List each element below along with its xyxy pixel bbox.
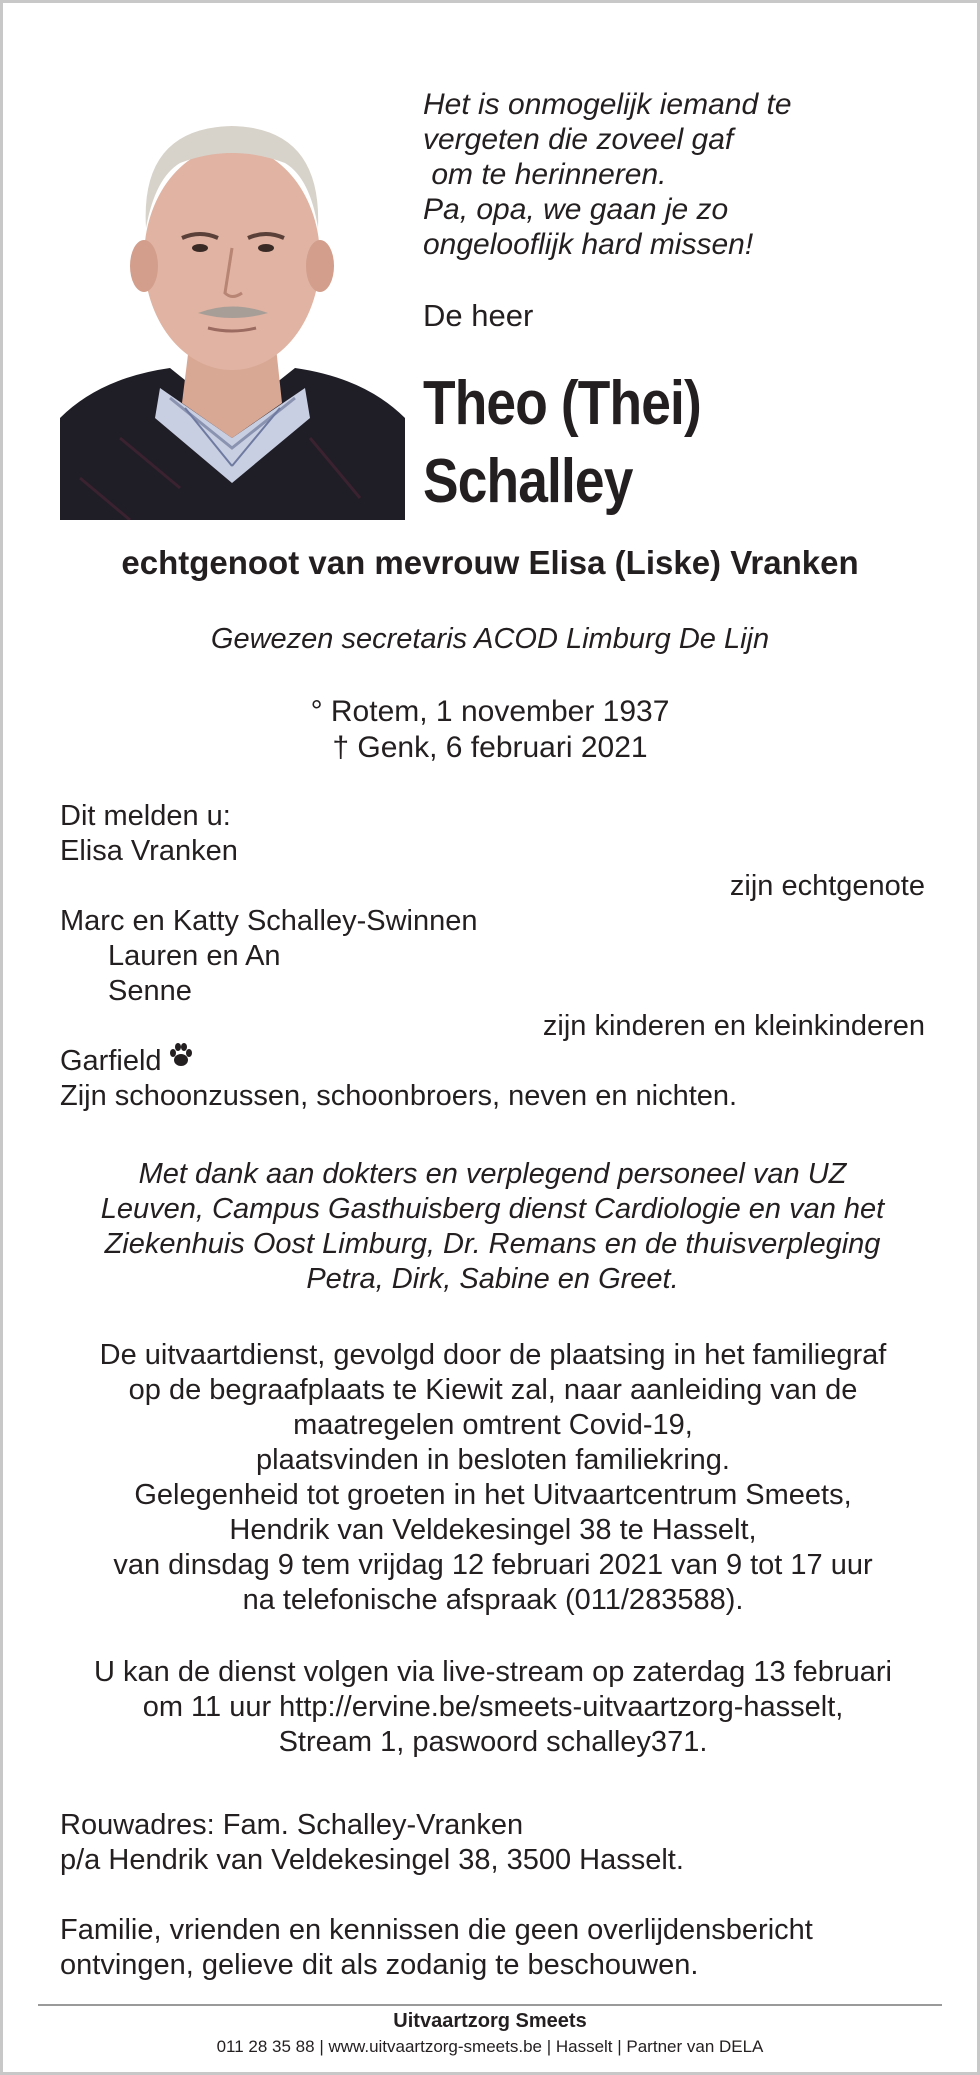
closing-note [60,1913,925,1983]
other-relatives: Zijn schoonzussen, schoonbroers, neven en nichten. [60,1080,738,1112]
service-line: Gelegenheid tot groeten in het Uitvaartcentrum Smeets, [134,1479,852,1511]
mourning-address [60,1808,925,1878]
service-line: Hendrik van Veldekesingel 38 te Hasselt, [229,1514,757,1546]
service-line: van dinsdag 9 tem vrijdag 12 februari 2021 van 9 tot 17 uur [113,1549,873,1581]
thanks-line: Leuven, Campus Gasthuisberg dienst Cardiologie en van het [100,1193,885,1225]
livestream-paragraph [43,1655,943,1760]
death-line: † Genk, 6 februari 2021 [332,731,648,764]
spouse-line: echtgenoot van mevrouw Elisa (Liske) Vranken [121,544,859,581]
stream-url-line[interactable]: om 11 uur http://ervine.be/smeets-uitvaartzorg-hasselt, [142,1691,844,1723]
spouse-role: zijn echtgenote [729,870,925,902]
closing-line: Familie, vrienden en kennissen die geen overlijdensbericht [60,1914,813,1946]
salutation: De heer [423,298,534,333]
paw-icon [168,1042,194,1077]
stream-line: Stream 1, paswoord schalley371. [278,1726,708,1758]
thanks-line: Met dank aan dokters en verplegend personeel van UZ [138,1158,847,1190]
funeral-service-paragraph [43,1338,943,1618]
service-line: op de begraafplaats te Kiewit zal, naar aanleiding van de [128,1374,858,1406]
thanks-line: Ziekenhuis Oost Limburg, Dr. Remans en de thuisverpleging [104,1228,881,1260]
children-names: Marc en Katty Schalley-Swinnen [60,905,478,937]
thanks-line: Petra, Dirk, Sabine en Greet. [306,1263,679,1295]
service-line: maatregelen omtrent Covid-19, [293,1409,693,1441]
announcement-intro: Dit melden u: [60,800,231,832]
address-line: p/a Hendrik van Veldekesingel 38, 3500 Hasselt. [60,1844,684,1876]
closing-line: ontvingen, gelieve dit als zodanig te beschouwen. [60,1949,699,1981]
children-role: zijn kinderen en kleinkinderen [542,1010,925,1042]
thanks-paragraph [60,1157,925,1297]
service-line: De uitvaartdienst, gevolgd door de plaatsing in het familiegraf [99,1339,887,1371]
footer-divider [38,2004,942,2006]
pet-line [60,1044,925,1079]
address-line: Rouwadres: Fam. Schalley-Vranken [60,1809,524,1841]
family-announcement [60,799,925,1114]
occupation-line: Gewezen secretaris ACOD Limburg De Lijn [210,623,770,655]
name-last-line: Schalley [423,447,633,516]
memorial-poem: Het is onmogelijk iemand te vergeten die zoveel gaf om te herinneren. Pa, opa, we gaan je zo ongelooflijk hard missen! [423,88,792,261]
stream-line: U kan de dienst volgen via live-stream op zaterdag 13 februari [94,1656,892,1688]
life-dates [3,694,977,766]
name-first-line: Theo (Thei) [423,369,701,438]
service-line: na telefonische afspraak (011/283588). [242,1584,744,1616]
spouse-name: Elisa Vranken [60,835,238,867]
portrait-photo [60,88,405,520]
birth-line: ° Rotem, 1 november 1937 [310,695,670,728]
funeral-home-contact: 011 28 35 88 | www.uitvaartzorg-smeets.be | Hasselt | Partner van DELA [216,2037,764,2056]
deceased-name [423,365,887,521]
grandchildren-names: Lauren en An [108,940,281,972]
grandchild-name: Senne [108,975,192,1007]
service-line: plaatsvinden in besloten familiekring. [256,1444,730,1476]
pet-name: Garfield [60,1045,162,1077]
funeral-home-name: Uitvaartzorg Smeets [393,2010,587,2032]
